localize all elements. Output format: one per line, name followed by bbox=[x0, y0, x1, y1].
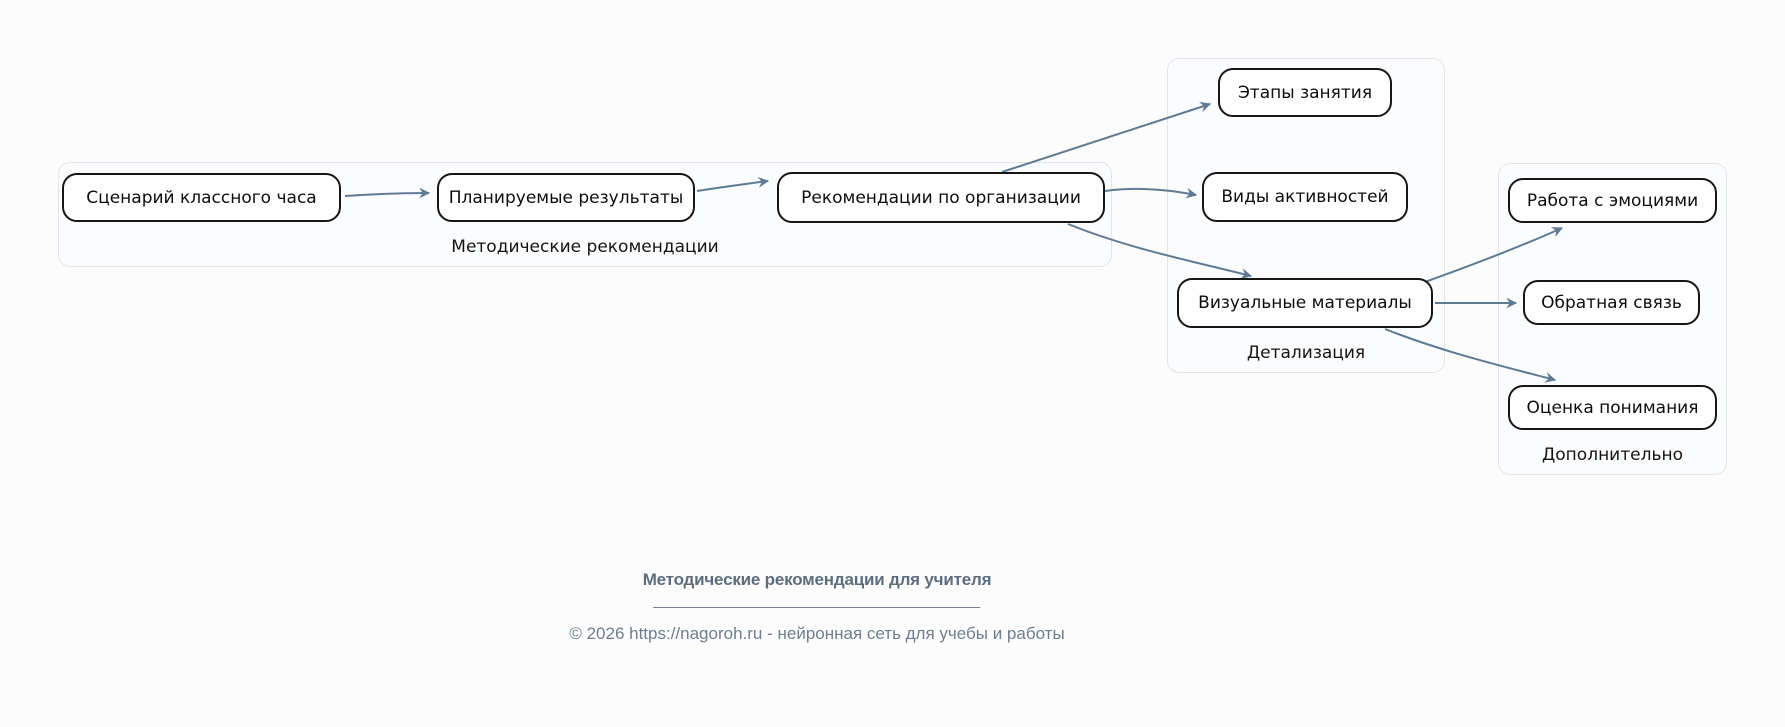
node-feedback: Обратная связь bbox=[1523, 280, 1700, 325]
footer bbox=[569, 570, 1064, 644]
group-label-additional: Дополнительно bbox=[1542, 445, 1683, 465]
node-lesson-stages: Этапы занятия bbox=[1218, 68, 1392, 117]
node-visual-materials: Визуальные материалы bbox=[1177, 278, 1433, 328]
node-emotions-work: Работа с эмоциями bbox=[1508, 178, 1717, 223]
footer-copyright: © 2026 https://nagoroh.ru - нейронная сеть для учебы и работы bbox=[569, 624, 1065, 643]
node-activity-types: Виды активностей bbox=[1202, 172, 1408, 222]
group-label-method-recommendations: Методические рекомендации bbox=[451, 237, 719, 257]
node-planned-results: Планируемые результаты bbox=[437, 173, 695, 222]
group-label-detail: Детализация bbox=[1246, 343, 1366, 363]
footer-title: Методические рекомендации для учителя bbox=[642, 570, 992, 589]
footer-divider bbox=[654, 607, 981, 608]
node-comprehension-assessment: Оценка понимания bbox=[1508, 385, 1717, 430]
node-class-hour-scenario: Сценарий классного часа bbox=[62, 173, 341, 222]
node-organization-recommendations: Рекомендации по организации bbox=[777, 172, 1105, 223]
